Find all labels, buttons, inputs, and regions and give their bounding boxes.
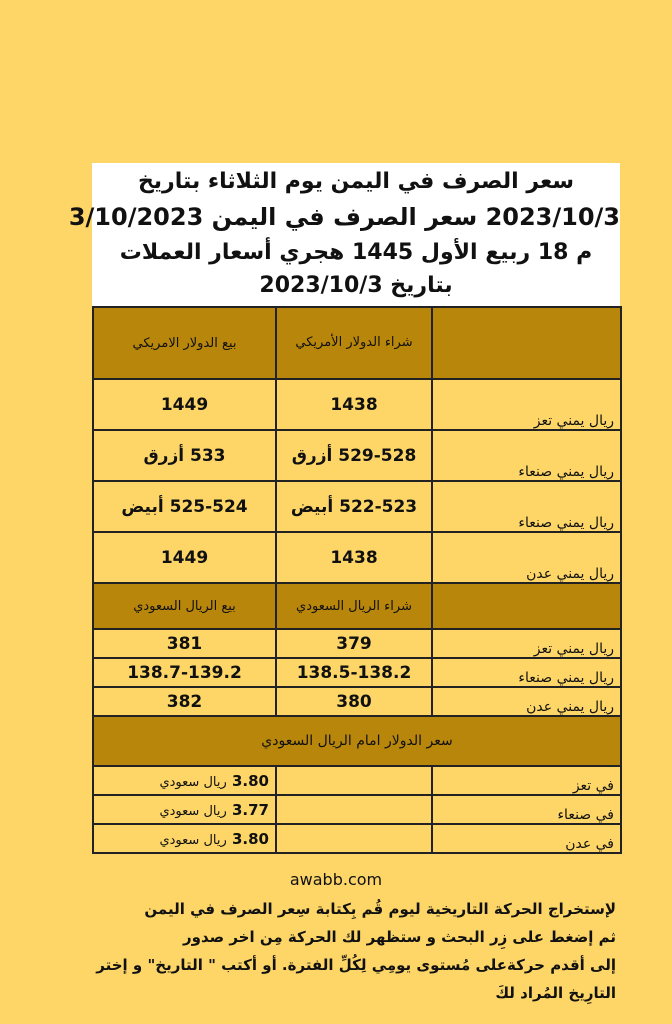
table-row <box>93 481 621 532</box>
table-row <box>93 766 621 795</box>
usd-sell-value: 1449 <box>93 379 276 430</box>
usd-header-row <box>93 307 621 379</box>
row-label: في عدن <box>432 824 621 853</box>
empty-cell <box>276 766 432 795</box>
usd-sar-unit: ريال سعودي <box>159 832 227 848</box>
sar-header-empty <box>432 583 621 629</box>
empty-cell <box>276 795 432 824</box>
row-label: ريال يمني صنعاء <box>432 481 621 532</box>
row-label: ريال يمني عدن <box>432 687 621 716</box>
row-label: في تعز <box>432 766 621 795</box>
title-line-1: سعر الصرف في اليمن يوم الثلاثاء بتاريخ <box>137 169 575 194</box>
usd-header-buy: شراء الدولار الأمريكي <box>276 307 432 379</box>
sar-buy-value: 138.5-138.2 <box>276 658 432 687</box>
title-box <box>68 163 620 306</box>
usd-sar-value-cell <box>93 766 276 795</box>
row-label: ريال يمني تعز <box>432 629 621 658</box>
usd-vs-sar-header: سعر الدولار امام الريال السعودي <box>93 716 621 766</box>
instructions-text <box>36 895 616 1007</box>
usd-buy-value: 529-528 أزرق <box>276 430 432 481</box>
table-row <box>93 532 621 583</box>
sar-sell-value: 138.7-139.2 <box>93 658 276 687</box>
usd-buy-value: 522-523 أبيض <box>276 481 432 532</box>
instructions-line-2: ثم إضغط على زِر البحث و ستظهر لك الحركة مِن اخر صدور <box>183 928 616 946</box>
table-row <box>93 658 621 687</box>
sar-sell-value: 381 <box>93 629 276 658</box>
usd-sell-value: 525-524 أبيض <box>93 481 276 532</box>
title-line-2: 2023/10/3 سعر الصرف في اليمن 3/10/2023 <box>68 203 620 231</box>
usd-vs-sar-header-row <box>93 716 621 766</box>
instructions-line-3: إلى أقدم حركةعلى مُستوى يومِي لِكُلِّ الفترة. أو أكتب " التاريخ" و إختر <box>96 956 616 974</box>
table-row <box>93 795 621 824</box>
usd-sar-value-cell <box>93 795 276 824</box>
sar-sell-value: 382 <box>93 687 276 716</box>
row-label: ريال يمني صنعاء <box>432 658 621 687</box>
empty-cell <box>276 824 432 853</box>
usd-sar-value: 3.77 <box>231 800 269 819</box>
row-label: ريال يمني صنعاء <box>432 430 621 481</box>
usd-sar-value: 3.80 <box>231 771 269 790</box>
title-line-3: م 18 ربيع الأول 1445 هجري أسعار العملات <box>119 240 593 265</box>
row-label: ريال يمني تعز <box>432 379 621 430</box>
sar-header-buy: شراء الريال السعودي <box>276 583 432 629</box>
site-url: awabb.com <box>289 870 383 889</box>
usd-buy-value: 1438 <box>276 379 432 430</box>
table-row <box>93 629 621 658</box>
usd-buy-value: 1438 <box>276 532 432 583</box>
usd-sell-value: 533 أزرق <box>93 430 276 481</box>
sar-buy-value: 380 <box>276 687 432 716</box>
title-line-4: بتاريخ 2023/10/3 <box>259 273 453 298</box>
instructions-line-4: التارِيخ المُراد لكَ <box>495 984 616 1002</box>
sar-header-row <box>93 583 621 629</box>
table-row <box>93 824 621 853</box>
instructions-line-1: لإستخراج الحركة التاريخية ليوم قُم بِكتابة سِعر الصرف في اليمن <box>144 900 616 918</box>
table-row <box>93 687 621 716</box>
usd-sar-value: 3.80 <box>231 829 269 848</box>
sar-buy-value: 379 <box>276 629 432 658</box>
usd-sell-value: 1449 <box>93 532 276 583</box>
usd-header-empty <box>432 307 621 379</box>
usd-header-sell: بيع الدولار الامريكي <box>93 307 276 379</box>
usd-sar-value-cell <box>93 824 276 853</box>
usd-sar-unit: ريال سعودي <box>159 803 227 819</box>
row-label: ريال يمني عدن <box>432 532 621 583</box>
sar-header-sell: بيع الريال السعودي <box>93 583 276 629</box>
table-row <box>93 430 621 481</box>
table-row <box>93 379 621 430</box>
exchange-rate-table <box>92 306 622 854</box>
usd-sar-unit: ريال سعودي <box>159 774 227 790</box>
row-label: في صنعاء <box>432 795 621 824</box>
